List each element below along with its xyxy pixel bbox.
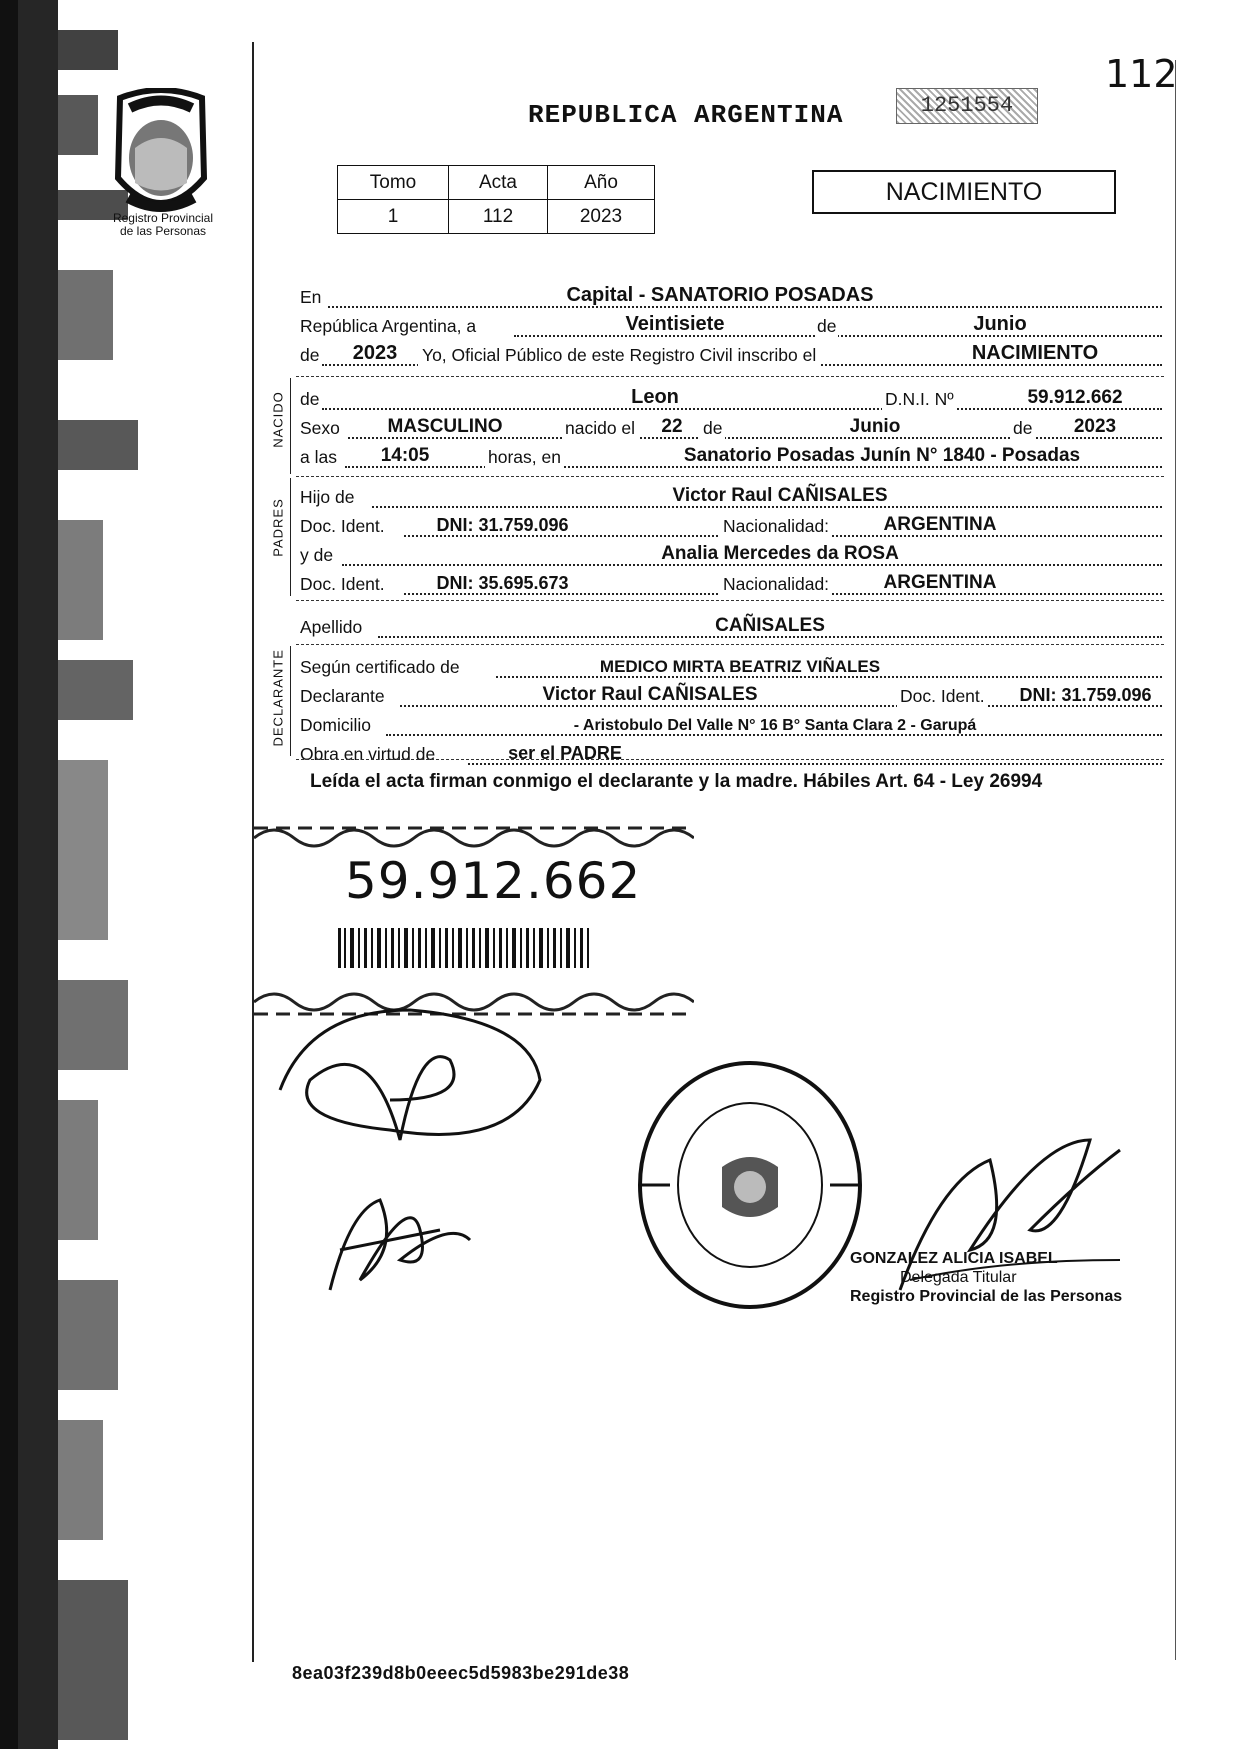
value-tomo: 1 (338, 200, 449, 234)
mother-signature (320, 1170, 480, 1300)
row-declarante (300, 681, 1162, 709)
signatory-name: GONZALEZ ALICIA ISABEL (850, 1250, 1058, 1267)
record-table (337, 165, 655, 234)
header-acta: Acta (449, 166, 548, 200)
label-dni: D.N.I. Nº (882, 389, 957, 410)
value-obra: ser el PADRE (508, 743, 622, 763)
label-republica: República Argentina, a (300, 316, 477, 336)
row-apellido (300, 612, 1162, 640)
rule-2 (296, 476, 1164, 477)
signatory-block (850, 1249, 1122, 1306)
label-padre-nac: Nacionalidad: (720, 516, 832, 537)
scan-edge-noise (0, 0, 170, 1749)
rule-4 (296, 644, 1164, 645)
row-certificado (300, 652, 1162, 680)
value-certificado: MEDICO MIRTA BEATRIZ VIÑALES (599, 657, 881, 676)
record-type-box: NACIMIENTO (812, 170, 1116, 214)
logo-caption-line-2: de las Personas (119, 224, 207, 238)
value-nac-mes: Junio (849, 416, 901, 437)
right-margin-line (1175, 60, 1176, 1660)
label-a-las: a las (300, 447, 337, 467)
value-anio: 2023 (548, 200, 655, 234)
value-madre: Analia Mercedes da ROSA (661, 543, 899, 564)
value-lugar: Capital - SANATORIO POSADAS (566, 284, 874, 306)
bracket-declarante (290, 646, 291, 756)
header-anio: Año (548, 166, 655, 200)
row-madre (300, 540, 1162, 568)
row-hora (300, 442, 1162, 470)
label-madre-doc: Doc. Ident. (300, 574, 385, 594)
row-sexo (300, 413, 1162, 441)
side-label-padres: PADRES (270, 498, 286, 557)
value-mes: Junio (973, 313, 1027, 335)
value-madre-doc: DNI: 35.695.673 (436, 573, 569, 593)
label-en: En (300, 287, 322, 307)
logo-caption-line-1: Registro Provincial (112, 211, 214, 225)
label-nacido-el: nacido el (562, 418, 638, 439)
label-apellido: Apellido (300, 617, 363, 637)
side-label-nacido: NACIDO (270, 391, 286, 448)
label-de-anio: de (300, 345, 320, 365)
value-declarante-doc: DNI: 31.759.096 (1019, 685, 1152, 705)
row-padre (300, 482, 1162, 510)
row-obra (300, 739, 1162, 767)
label-nac-de: de (700, 418, 725, 439)
row-madre-doc (300, 569, 1162, 597)
row-nombre (300, 384, 1162, 412)
id-stamp-number: 59.912.662 (345, 852, 642, 910)
value-hora: 14:05 (380, 445, 430, 466)
value-apellido: CAÑISALES (715, 615, 825, 636)
id-stamp-decoration (254, 820, 694, 1020)
row-en (300, 282, 1162, 310)
row-domicilio (300, 710, 1162, 738)
value-dni: 59.912.662 (1027, 387, 1123, 408)
label-segun: Según certificado de (300, 657, 460, 677)
value-nac-anio: 2023 (1073, 416, 1117, 437)
logo-caption (98, 212, 228, 238)
province-shield-logo (100, 88, 222, 228)
label-domicilio: Domicilio (300, 715, 371, 735)
value-padre-doc: DNI: 31.759.096 (436, 515, 569, 535)
value-padre: Victor Raul CAÑISALES (672, 485, 888, 506)
value-domicilio: - Aristobulo Del Valle N° 16 B° Santa Clara 2 - Garupá (573, 717, 977, 734)
serial-number-stamp: 1251554 (896, 88, 1038, 124)
value-acta: 112 (449, 200, 548, 234)
value-dia-texto: Veintisiete (625, 313, 725, 335)
row-fecha (300, 311, 1162, 339)
label-declarante: Declarante (300, 686, 385, 706)
legal-text: Leída el acta firman conmigo el declarante y la madre. Hábiles Art. 64 - Ley 26994 (310, 771, 1043, 792)
rule-1 (296, 376, 1164, 377)
label-padre-doc: Doc. Ident. (300, 516, 385, 536)
document-hash: 8ea03f239d8b0eeec5d5983be291de38 (292, 1663, 630, 1683)
record-table-header (338, 166, 655, 200)
bracket-nacido (290, 378, 291, 474)
label-madre-nac: Nacionalidad: (720, 574, 832, 595)
header-tomo: Tomo (338, 166, 449, 200)
page-number: 112 (1105, 52, 1178, 96)
value-nac-dia: 22 (661, 416, 683, 437)
label-nac-de-2: de (1010, 418, 1035, 439)
value-inscribe: NACIMIENTO (971, 342, 1099, 364)
rule-5 (296, 759, 1164, 760)
signatory-office: Registro Provincial de las Personas (850, 1288, 1123, 1305)
side-label-declarante: DECLARANTE (270, 649, 286, 747)
label-de: de (817, 316, 837, 336)
value-nombre: Leon (631, 386, 679, 408)
label-de-nombre: de (300, 389, 320, 409)
document-title: REPUBLICA ARGENTINA (528, 100, 844, 130)
value-declarante: Victor Raul CAÑISALES (542, 684, 758, 705)
label-y-de: y de (300, 545, 334, 565)
record-table-values (338, 200, 655, 234)
row-inscribe (300, 340, 1162, 368)
label-horas-en: horas, en (485, 447, 564, 468)
label-hijo-de: Hijo de (300, 487, 355, 507)
label-sexo: Sexo (300, 418, 340, 438)
value-lugar-nac: Sanatorio Posadas Junín N° 1840 - Posadas (683, 445, 1081, 466)
bracket-padres (290, 478, 291, 596)
label-oficial: Yo, Oficial Público de este Registro Civil inscribo el (418, 345, 820, 366)
row-padre-doc (300, 511, 1162, 539)
rule-3 (296, 600, 1164, 601)
declarant-signature (270, 1000, 550, 1160)
label-obra: Obra en virtud de (300, 744, 436, 764)
value-madre-nac: ARGENTINA (883, 572, 997, 593)
value-padre-nac: ARGENTINA (883, 514, 997, 535)
label-declarante-doc: Doc. Ident. (897, 686, 988, 707)
official-seal (630, 1055, 870, 1315)
value-anio: 2023 (352, 342, 398, 364)
value-sexo: MASCULINO (387, 416, 503, 437)
signatory-role: Delegada Titular (900, 1269, 1017, 1286)
